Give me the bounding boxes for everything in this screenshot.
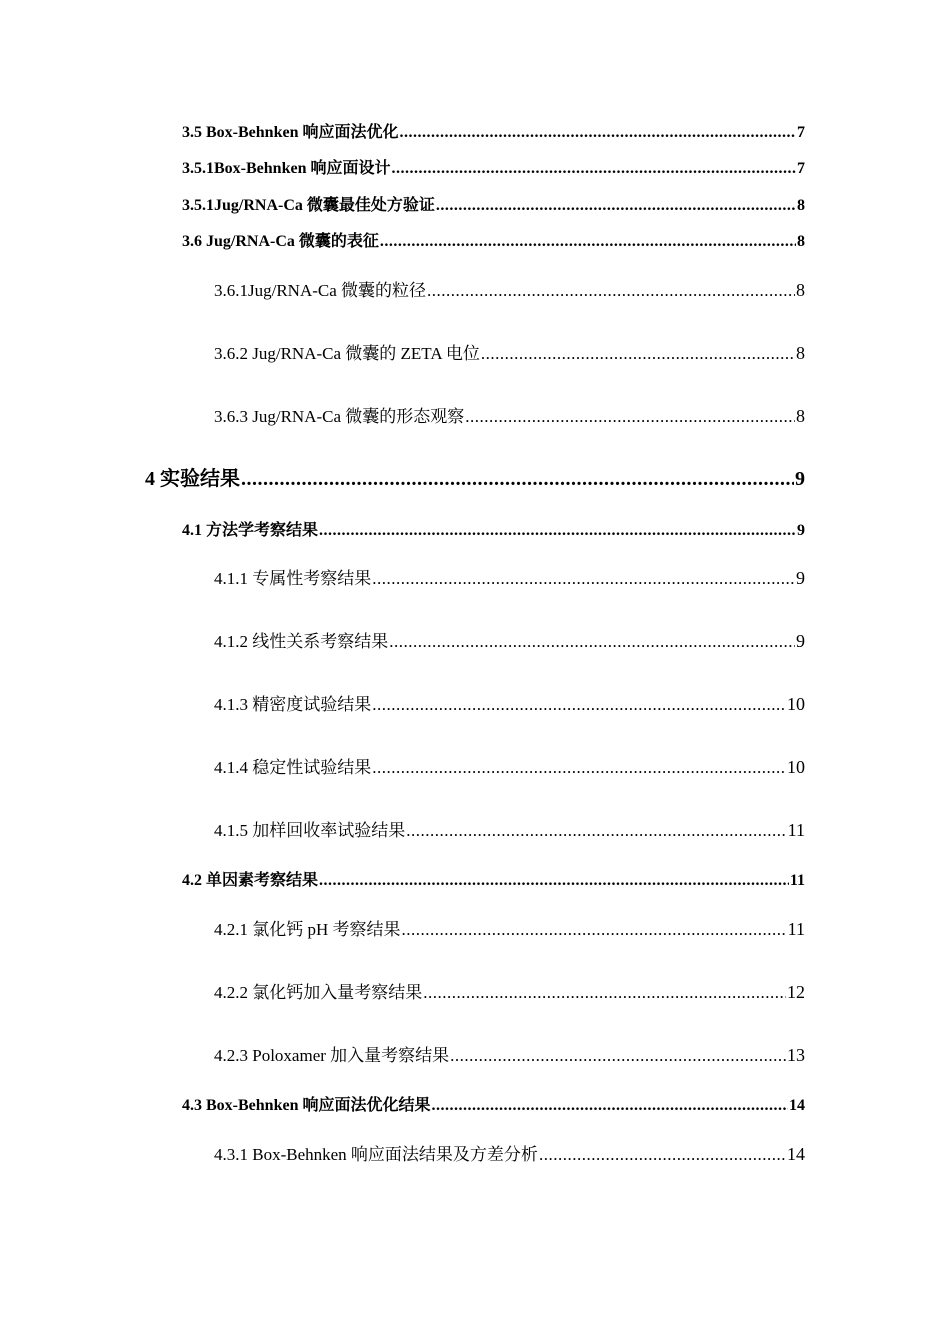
toc-entry-label: 3.6.3 Jug/RNA-Ca 微囊的形态观察: [214, 407, 465, 426]
toc-entry-label: 3.5 Box-Behnken 响应面法优化: [182, 124, 399, 141]
toc-dot-leader: [402, 920, 787, 940]
toc-dot-leader: [372, 695, 786, 715]
toc-dot-leader: [431, 1097, 788, 1115]
toc-entry[interactable]: [214, 915, 805, 940]
toc-page-number: 10: [787, 757, 805, 777]
toc-entry[interactable]: [182, 517, 805, 540]
toc-dot-leader: [389, 632, 795, 652]
toc-entry-label: 3.5.1Box-Behnken 响应面设计: [182, 160, 391, 177]
toc-dot-leader: [539, 1145, 786, 1165]
toc-dot-leader: [423, 983, 786, 1003]
toc-page-number: 11: [789, 872, 805, 889]
toc-entry-label: 3.6 Jug/RNA-Ca 微囊的表征: [182, 233, 379, 250]
toc-entry-label: 4.2.2 氯化钙加入量考察结果: [214, 983, 423, 1002]
toc-entry[interactable]: [214, 564, 805, 589]
toc-entry-label: 4.1.4 稳定性试验结果: [214, 758, 372, 777]
toc-page-number: 9: [796, 568, 805, 588]
toc-page-number: 9: [797, 522, 805, 539]
toc-entry[interactable]: [214, 816, 805, 841]
toc-entry-label: 4.1.1 专属性考察结果: [214, 569, 372, 588]
toc-dot-leader: [391, 160, 796, 178]
toc-entry[interactable]: [182, 228, 805, 251]
toc-entry[interactable]: [182, 867, 805, 890]
toc-dot-leader: [372, 758, 786, 778]
toc-entry[interactable]: [214, 402, 805, 427]
toc-entry-label: 4.1.5 加样回收率试验结果: [214, 821, 406, 840]
toc-entry-label: 4.2 单因素考察结果: [182, 872, 319, 889]
toc-dot-leader: [319, 872, 789, 890]
toc-entry-label: 4.2.1 氯化钙 pH 考察结果: [214, 920, 401, 939]
toc-entry[interactable]: [214, 753, 805, 778]
toc-entry-label: 3.5.1Jug/RNA-Ca 微囊最佳处方验证: [182, 197, 435, 214]
toc-dot-leader: [481, 344, 795, 364]
toc-page-number: 11: [787, 919, 805, 939]
toc-entry-label: 4.3 Box-Behnken 响应面法优化结果: [182, 1097, 431, 1114]
toc-entry[interactable]: [214, 339, 805, 364]
toc-dot-leader: [427, 281, 795, 301]
toc-page-number: 7: [797, 124, 805, 141]
toc-entry[interactable]: [182, 119, 805, 142]
toc-page-number: 8: [797, 233, 805, 250]
toc-entry-label: 4 实验结果: [145, 468, 240, 490]
toc-dot-leader: [319, 522, 796, 540]
toc-dot-leader: [380, 233, 796, 251]
toc-entry[interactable]: [214, 627, 805, 652]
toc-page-number: 12: [787, 982, 805, 1002]
toc-entry[interactable]: [214, 1140, 805, 1165]
toc-dot-leader: [465, 407, 795, 427]
toc-entry[interactable]: [214, 276, 805, 301]
toc-entry[interactable]: [214, 1041, 805, 1066]
toc-page-number: 8: [796, 406, 805, 426]
toc-page-number: 7: [797, 160, 805, 177]
toc-page-number: 9: [796, 631, 805, 651]
toc-entry-label: 4.2.3 Poloxamer 加入量考察结果: [214, 1046, 450, 1065]
toc-dot-leader: [406, 821, 786, 841]
toc-entry-label: 4.1 方法学考察结果: [182, 522, 319, 539]
toc-dot-leader: [241, 468, 794, 491]
toc-entry[interactable]: [182, 192, 805, 215]
toc-dot-leader: [450, 1046, 786, 1066]
toc-entry[interactable]: [214, 978, 805, 1003]
toc-entry[interactable]: [182, 1092, 805, 1115]
toc-dot-leader: [436, 197, 796, 215]
toc-entry[interactable]: [182, 155, 805, 178]
toc-entry[interactable]: [145, 462, 805, 491]
toc-dot-leader: [399, 124, 796, 142]
toc-page-number: 8: [796, 280, 805, 300]
toc-page-number: 10: [787, 694, 805, 714]
toc-entry-label: 4.1.2 线性关系考察结果: [214, 632, 389, 651]
toc-entry-label: 4.3.1 Box-Behnken 响应面法结果及方差分析: [214, 1145, 538, 1164]
toc-page-number: 14: [789, 1097, 805, 1114]
toc-entry-label: 4.1.3 精密度试验结果: [214, 695, 372, 714]
toc-entry-label: 3.6.2 Jug/RNA-Ca 微囊的 ZETA 电位: [214, 344, 480, 363]
toc-entry[interactable]: [214, 690, 805, 715]
toc-page-number: 13: [787, 1045, 805, 1065]
toc-dot-leader: [372, 569, 795, 589]
toc-entry-label: 3.6.1Jug/RNA-Ca 微囊的粒径: [214, 281, 427, 300]
toc-page-number: 9: [795, 468, 805, 490]
toc-page-number: 8: [796, 343, 805, 363]
toc-page-number: 11: [787, 820, 805, 840]
toc-page-number: 8: [797, 197, 805, 214]
toc-page-number: 14: [787, 1144, 805, 1164]
